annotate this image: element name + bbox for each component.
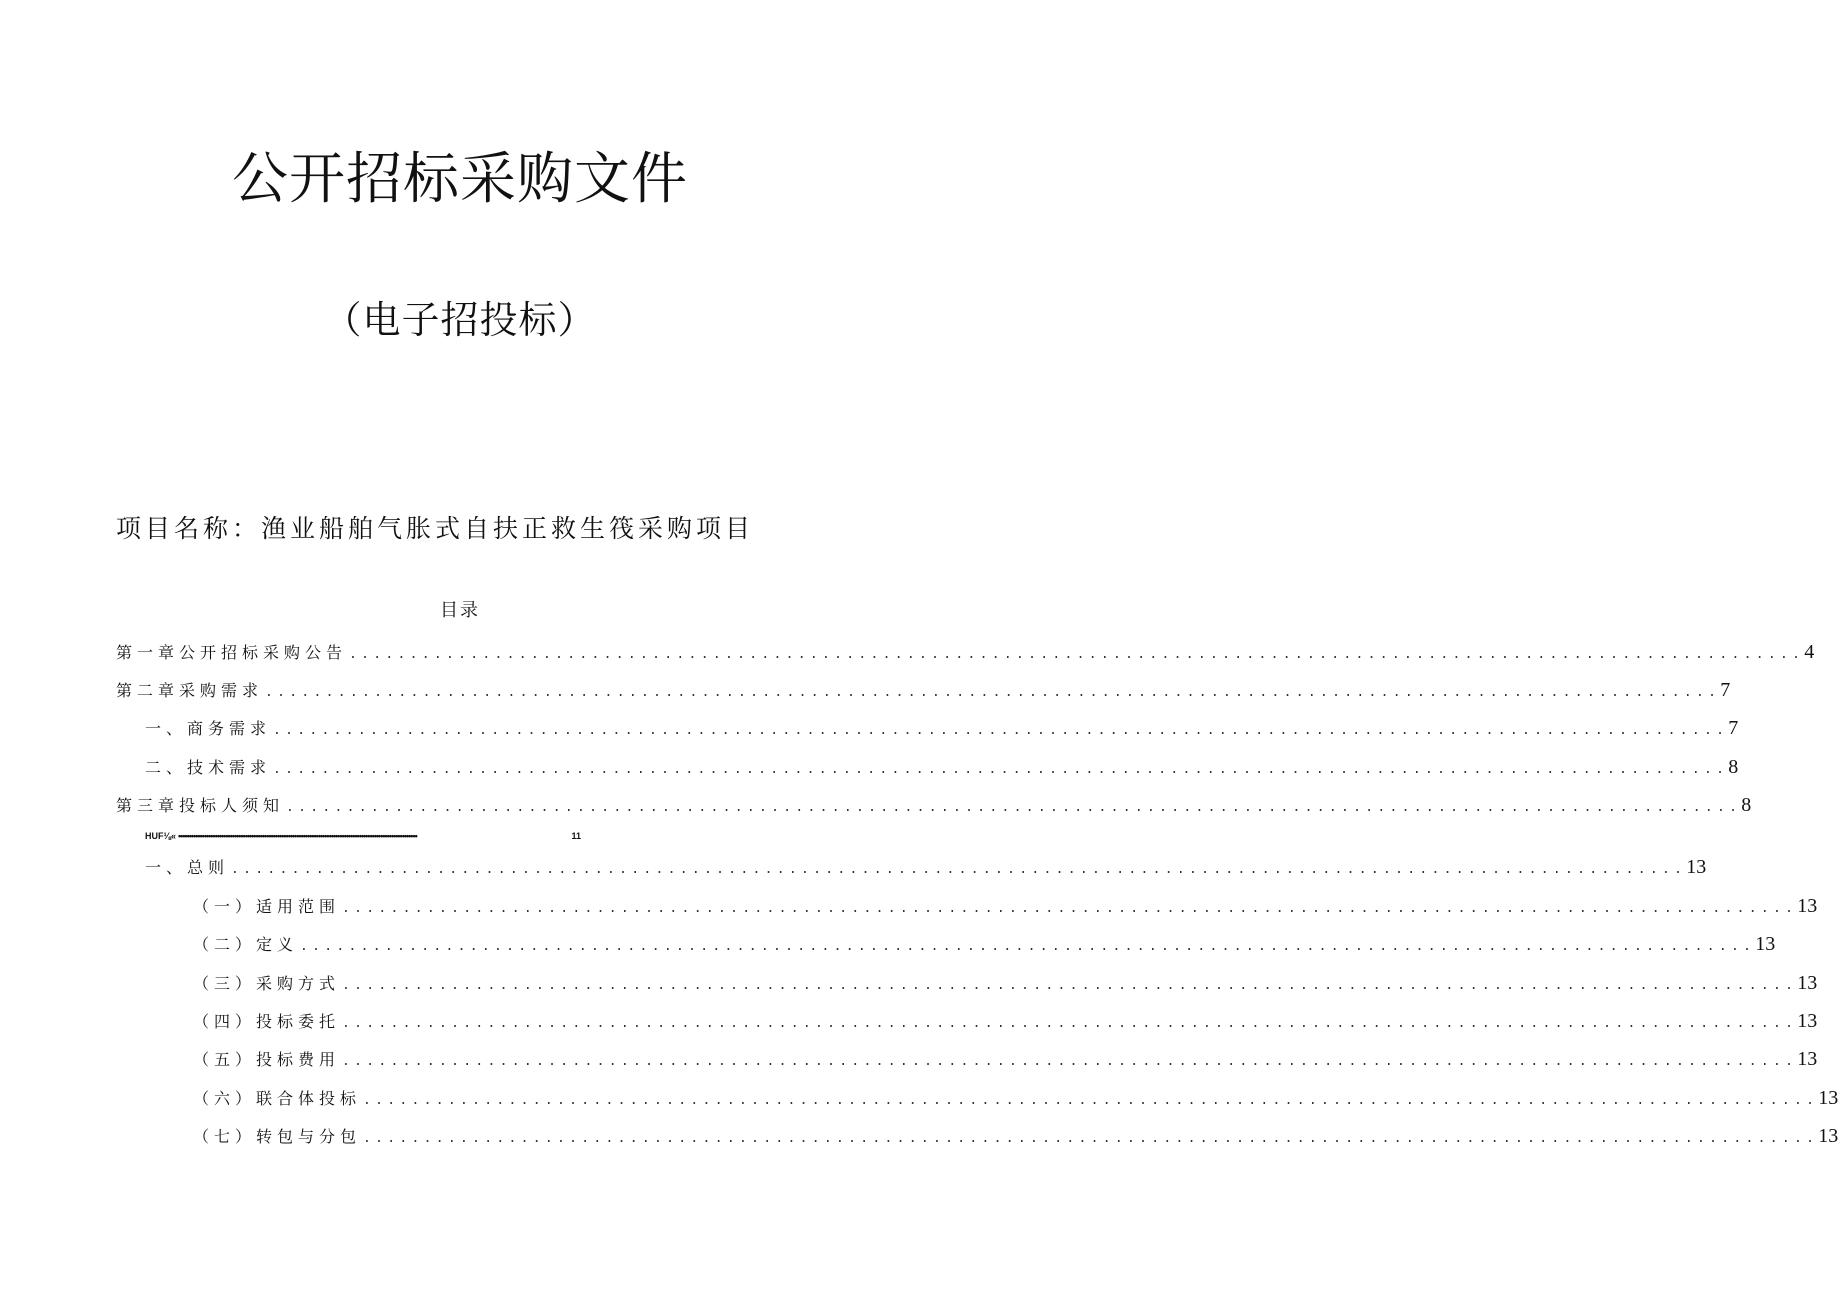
toc-entry-label: 二、技术需求 (145, 758, 272, 777)
toc-dot-leader: ........................................................................................................................ (342, 901, 1798, 916)
toc-entry-label: （四）投标委托 (193, 1012, 341, 1031)
toc-entry-page: 13 (1797, 972, 1818, 994)
toc-entry-page: 13 (1797, 1010, 1818, 1032)
toc-entry-label: （五）投标费用 (193, 1050, 341, 1069)
toc-entry-label: （三）采购方式 (193, 974, 341, 993)
toc-entry-procurement-method[interactable] (193, 969, 1818, 997)
toc-entry-label: 第三章投标人须知 (116, 796, 285, 815)
toc-dot-leader: ........................................................................................................................ (363, 1093, 1819, 1108)
toc-entry-page: 7 (1720, 679, 1731, 701)
toc-entry-label: HUF⅛« (145, 831, 177, 841)
toc-entry-bid-costs[interactable] (193, 1045, 1818, 1073)
toc-entry-technical-requirements[interactable] (145, 753, 1739, 781)
toc-entry-label: 一、商务需求 (145, 719, 272, 738)
toc-entry-subcontracting[interactable] (193, 1122, 1838, 1150)
toc-dot-leader: ........................................................................................................................ (300, 939, 1756, 954)
toc-entry-label: （二）定义 (193, 935, 299, 954)
toc-entry-label: 第一章公开招标采购公告 (116, 643, 348, 662)
toc-dot-leader: ........................................................................................................................ (349, 647, 1805, 662)
toc-entry-page: 13 (1797, 895, 1818, 917)
toc-entry-label: 第二章采购需求 (116, 681, 264, 700)
toc-dot-leader: ••••••••••••••••••••••••••••••••••••••••••••••••••••••••••••••••••••••••••••••••••••••••••••••••••••••••••••••• (178, 831, 417, 841)
toc-entry-page: 13 (1818, 1087, 1838, 1109)
toc-entry-bid-authorization[interactable] (193, 1007, 1818, 1035)
toc-entry-garbled[interactable] (145, 828, 581, 844)
toc-entry-page: 13 (1755, 933, 1776, 955)
toc-entry-page: 11 (571, 831, 581, 841)
toc-entry-label: （一）适用范围 (193, 897, 341, 916)
toc-entry-label: （六）联合体投标 (193, 1089, 362, 1108)
toc-dot-leader: ........................................................................................................................ (342, 1054, 1798, 1069)
toc-entry-label: （七）转包与分包 (193, 1127, 362, 1146)
toc-entry-scope[interactable] (193, 892, 1818, 920)
toc-entry-consortium-bid[interactable] (193, 1084, 1838, 1112)
toc-dot-leader: ........................................................................................................................ (273, 723, 1729, 738)
toc-entry-page: 7 (1728, 717, 1739, 739)
toc-entry-business-requirements[interactable] (145, 714, 1739, 742)
toc-dot-leader: ........................................................................................................................ (231, 862, 1687, 877)
project-name-value: 渔业船舶气胀式自扶正救生筏采购项目 (261, 514, 755, 543)
toc-entry-definitions[interactable] (193, 930, 1776, 958)
toc-dot-leader: ........................................................................................................................ (363, 1131, 1819, 1146)
toc-entry-chapter-2[interactable] (116, 676, 1731, 704)
toc-dot-leader: ........................................................................................................................ (265, 685, 1721, 700)
toc-entry-general-provisions[interactable] (145, 853, 1707, 881)
toc-entry-page: 8 (1728, 756, 1739, 778)
toc-entry-page: 8 (1741, 794, 1752, 816)
toc-entry-page: 13 (1818, 1125, 1838, 1147)
toc-entry-page: 13 (1686, 856, 1707, 878)
project-name-label: 项目名称： (116, 514, 262, 543)
toc-entry-label: 一、总则 (145, 858, 230, 877)
toc-entry-page: 13 (1797, 1048, 1818, 1070)
toc-heading: 目录 (440, 600, 480, 621)
toc-entry-chapter-3[interactable] (116, 791, 1752, 819)
toc-dot-leader: ........................................................................................................................ (342, 1016, 1798, 1031)
toc-dot-leader: ........................................................................................................................ (286, 800, 1742, 815)
toc-dot-leader: ........................................................................................................................ (342, 978, 1798, 993)
toc-dot-leader: ........................................................................................................................ (273, 762, 1729, 777)
toc-entry-chapter-1[interactable] (116, 638, 1815, 666)
page-subtitle: （电子招投标） (323, 298, 597, 342)
toc-entry-page: 4 (1804, 641, 1815, 663)
page-title: 公开招标采购文件 (232, 147, 688, 212)
